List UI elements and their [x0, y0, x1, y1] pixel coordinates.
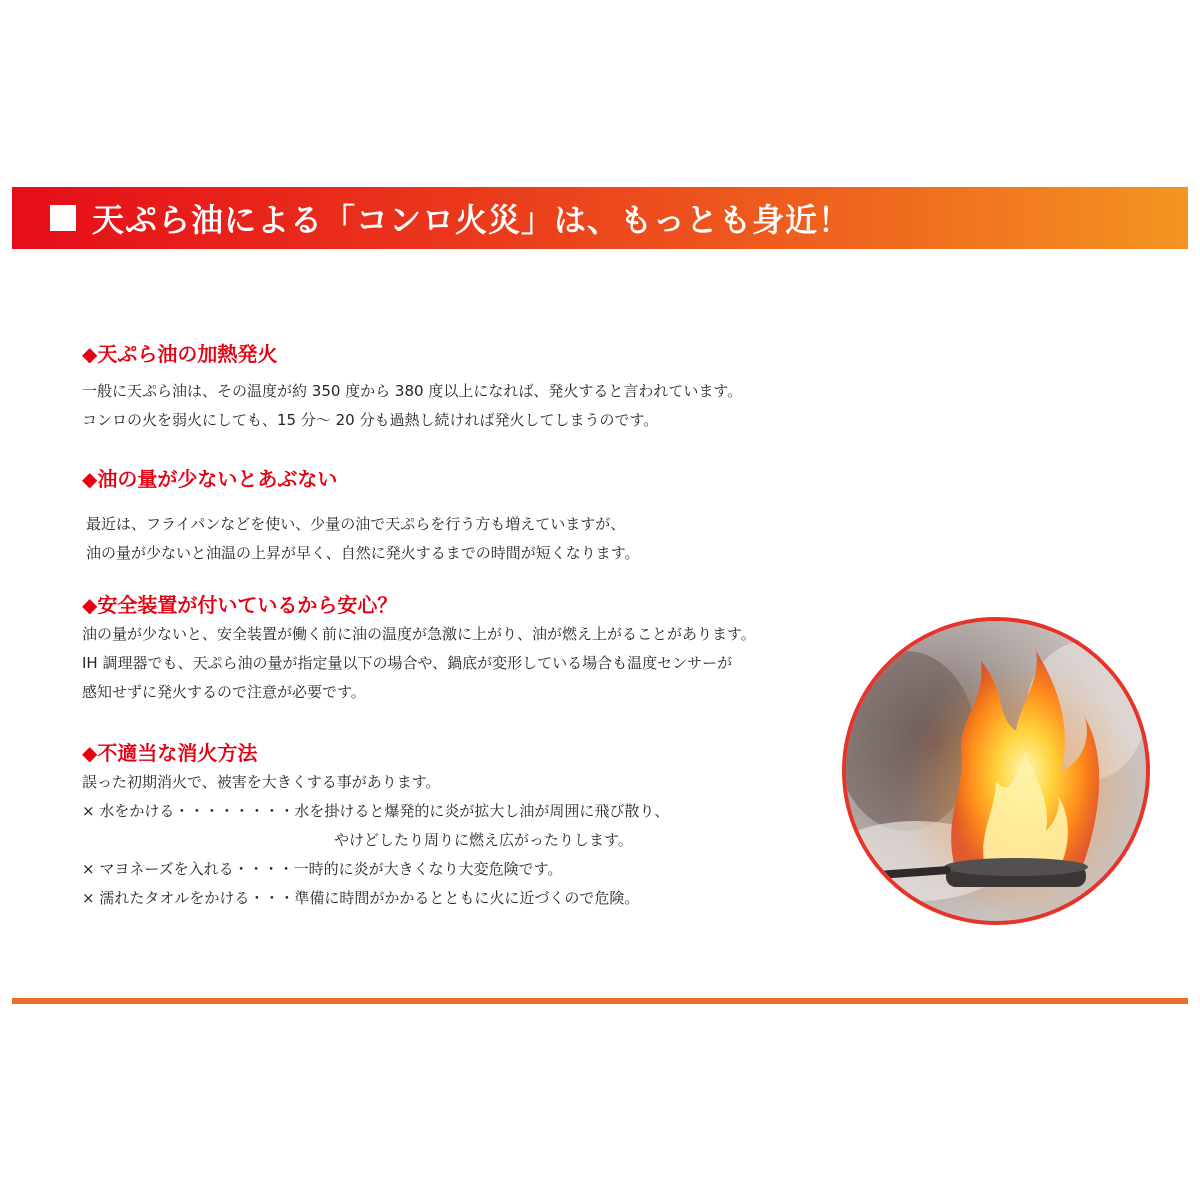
body-line: 感知せずに発火するので注意が必要です。	[82, 683, 366, 701]
section-heading: ◆天ぷら油の加熱発火	[82, 342, 278, 366]
bottom-divider	[12, 998, 1188, 1004]
section-low-oil	[82, 464, 882, 568]
method-item-mayonnaise	[82, 855, 882, 884]
section-improper-extinguishing	[82, 738, 882, 913]
body-line: 油の量が少ないと油温の上昇が早く、自然に発火するまでの時間が短くなります。	[86, 544, 640, 562]
method-text: 一時的に炎が大きくなり大変危険です。	[293, 860, 563, 878]
section-safety-device	[82, 590, 882, 707]
body-line: IH 調理器でも、天ぷら油の量が指定量以下の場合や、鍋底が変形している場合も温度センサーが	[82, 654, 733, 672]
method-item-wet-towel	[82, 884, 882, 913]
title-banner	[12, 187, 1188, 249]
section-heading: ◆油の量が少ないとあぶない	[82, 467, 338, 491]
intro-line: 誤った初期消火で、被害を大きくする事があります。	[82, 773, 441, 791]
method-text: 水を掛けると爆発的に炎が拡大し油が周囲に飛び散り、	[294, 802, 670, 820]
fire-illustration	[846, 621, 1146, 921]
body-line: コンロの火を弱火にしても、15 分～ 20 分も過熱し続ければ発火してしまうのです。	[82, 411, 659, 429]
body-line: 最近は、フライパンなどを使い、少量の油で天ぷらを行う方も増えていますが、	[86, 515, 626, 533]
pan-fire-photo	[842, 617, 1150, 925]
body-line: 油の量が少ないと、安全装置が働く前に油の温度が急激に上がり、油が燃え上がることがあります。	[82, 625, 756, 643]
method-text: 準備に時間がかかるとともに火に近づくので危険。	[294, 889, 640, 907]
section-heading: ◆不適当な消火方法	[82, 741, 258, 765]
method-label: × マヨネーズを入れる・・・・	[82, 860, 294, 878]
method-text: やけどしたり周りに燃え広がったりします。	[334, 831, 633, 849]
method-item-continuation	[82, 826, 882, 855]
section-heading: ◆安全装置が付いているから安心？	[82, 593, 398, 617]
method-item-water	[82, 797, 882, 826]
banner-square-icon	[50, 205, 76, 231]
method-label: × 濡れたタオルをかける・・・	[82, 889, 295, 907]
banner-title: 天ぷら油による「コンロ火災」は、もっとも身近！	[92, 201, 852, 239]
body-line: 一般に天ぷら油は、その温度が約 350 度から 380 度以上になれば、発火すると言われています。	[82, 382, 743, 400]
method-label: × 水をかける・・・・・・・・	[82, 802, 295, 820]
section-heating-ignition	[82, 339, 882, 435]
